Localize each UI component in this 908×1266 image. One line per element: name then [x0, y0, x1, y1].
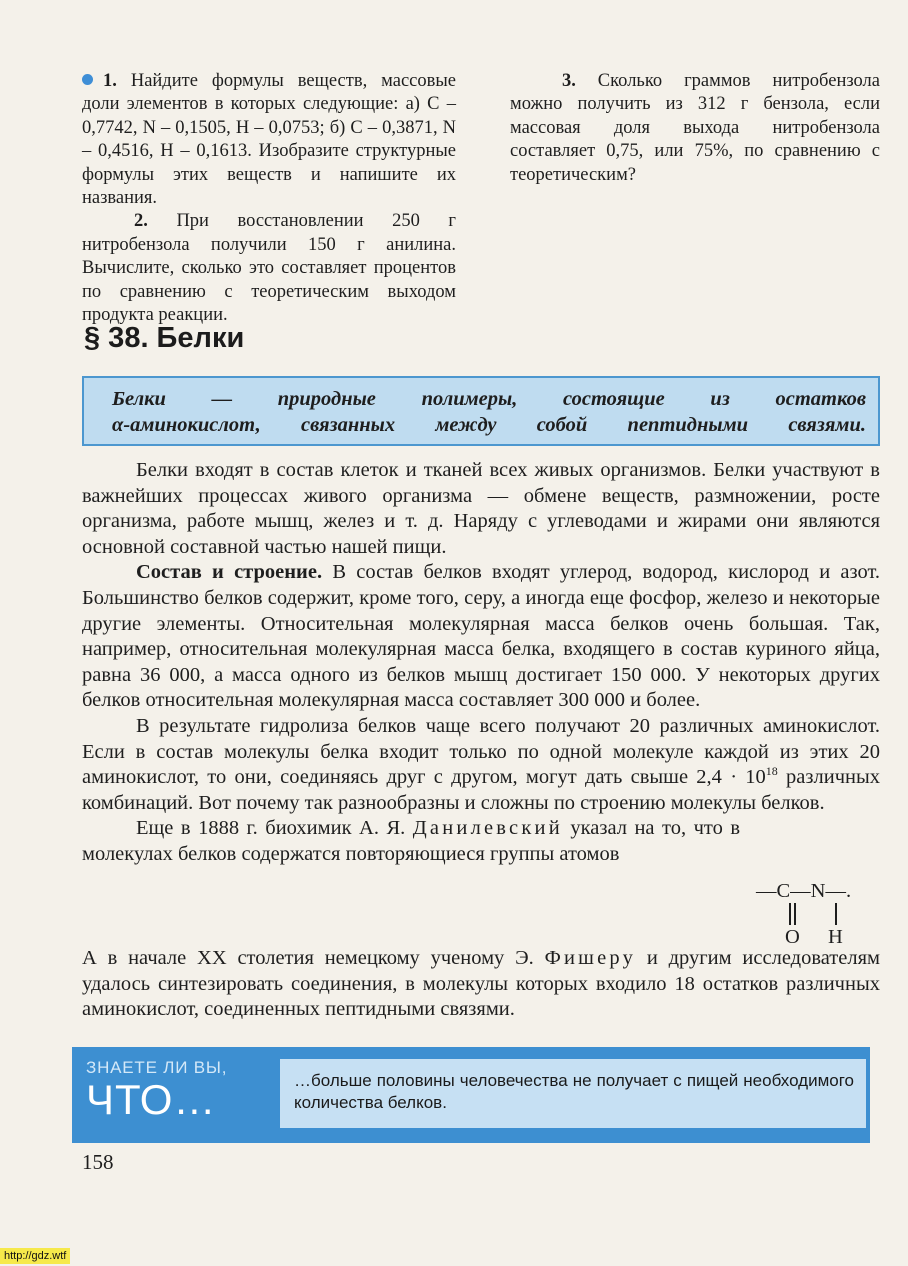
paragraph-2-heading: Состав и строение. — [136, 561, 323, 584]
did-you-know-label-big: ЧТО… — [86, 1076, 217, 1123]
definition-box — [82, 376, 880, 446]
page-number: 158 — [82, 1150, 114, 1174]
paragraph-1: Белки входят в состав клеток и тканей всех живых организмов. Белки участвуют в важнейших процессах живого организма — обмене веществ, размножении, росте организма, работе мышц, желез и т. д. Наряду с углеводами и жирами они являются основной составной частью нашей пищи. — [82, 459, 880, 558]
exercise-3-number: 3. — [562, 71, 576, 91]
exercise-2-number: 2. — [134, 211, 148, 232]
exercises-left-column — [82, 70, 456, 327]
source-watermark-link[interactable]: http://gdz.wtf — [0, 1248, 70, 1264]
exercise-1 — [82, 70, 456, 210]
single-bond-line — [835, 903, 837, 925]
bullet-dot-icon — [82, 74, 93, 85]
body-text — [82, 458, 880, 868]
formula-hydrogen: H — [828, 926, 843, 948]
exponent: 18 — [765, 764, 778, 779]
definition-line-1: Белки — природные полимеры, состоящие из остатков — [112, 388, 866, 410]
exercise-1-text: Найдите формулы веществ, массовые доли элементов в которых следующие: а) C – 0,7742, N – 0,1505, H – 0,0753; б) C – 0,3871, N – 0,4516, H – 0,1613. Изобразите структурные формулы этих веществ и напишите их названия. — [82, 71, 456, 209]
section-title: § 38. Белки — [84, 322, 245, 354]
paragraph-2-text: В состав белков входят углерод, водород, кислород и азот. Большинство белков содержит, кроме того, серу, а иногда еще фосфор, железо и некоторые другие элементы. Относительная молекулярная масса белков очень большая. Так, например, относительная молекулярная масса белка, входящего в состав куриного яйца, равна 36 000, а масса одного из белков мышц достигает 150 000. У некоторых других белков относительная молекулярная масса составляет 300 000 и более. — [82, 561, 881, 712]
paragraph-5-text-b: и другим исследователям удалось синтезировать соединения, в молекулы которых входило 18 остатков различных аминокислот, соединенных пептидными связями. — [82, 947, 880, 1021]
exercises-right-column — [510, 70, 880, 187]
paragraph-4 — [82, 816, 880, 867]
peptide-group-formula — [756, 880, 876, 950]
exercise-3 — [510, 70, 880, 187]
scientist-name-fischer: Фишеру — [544, 947, 637, 969]
paragraph-3 — [82, 714, 880, 816]
scientist-name-danilevsky: Данилевский — [412, 817, 563, 840]
body-text-continued — [82, 946, 880, 1023]
paragraph-4-text-b: указал на то, что в молекулах белков содержатся повторяющиеся группы атомов — [82, 817, 740, 865]
did-you-know-label-small: ЗНАЕТЕ ЛИ ВЫ, — [86, 1058, 228, 1077]
paragraph-2 — [82, 560, 880, 714]
exercise-2 — [82, 210, 456, 327]
paragraph-3-text-a: В результате гидролиза белков чаще всего получают 20 различных аминокислот. Если в состав молекулы белка входит только по одной молекуле каждой из этих 20 аминокислот, то они, соединяясь друг с другом, могут дать свыше 2,4 · 10 — [82, 714, 880, 789]
paragraph-5-text-a: А в начале XX столетия немецкому ученому Э. — [82, 947, 545, 969]
formula-chain: —C—N—. — [756, 880, 852, 902]
exercise-1-number: 1. — [103, 71, 117, 91]
paragraph-5 — [82, 946, 880, 1023]
double-bond-line-1 — [789, 903, 791, 925]
did-you-know-text: …больше половины человечества не получает с пищей необходимого количества белков. — [280, 1059, 866, 1128]
paragraph-3-text-b: различных комбинаций. Вот почему так разнообразны и сложны по строению молекулы белков. — [82, 766, 880, 814]
paragraph-4-text-a: Еще в 1888 г. биохимик А. Я. — [136, 817, 413, 840]
exercise-2-text: При восстановлении 250 г нитробензола получили 150 г анилина. Вычислите, сколько это составляет процентов по сравнению с теоретическим выходом продукта реакции. — [82, 211, 456, 326]
double-bond-line-2 — [794, 903, 796, 925]
formula-oxygen: O — [785, 926, 800, 948]
exercise-3-text: Сколько граммов нитробензола можно получить из 312 г бензола, если массовая доля выхода нитробензола составляет 0,75, или 75%, по сравнению с теоретическим? — [510, 71, 880, 185]
definition-line-2: α-аминокислот, связанных между собой пептидными связями. — [112, 414, 866, 436]
